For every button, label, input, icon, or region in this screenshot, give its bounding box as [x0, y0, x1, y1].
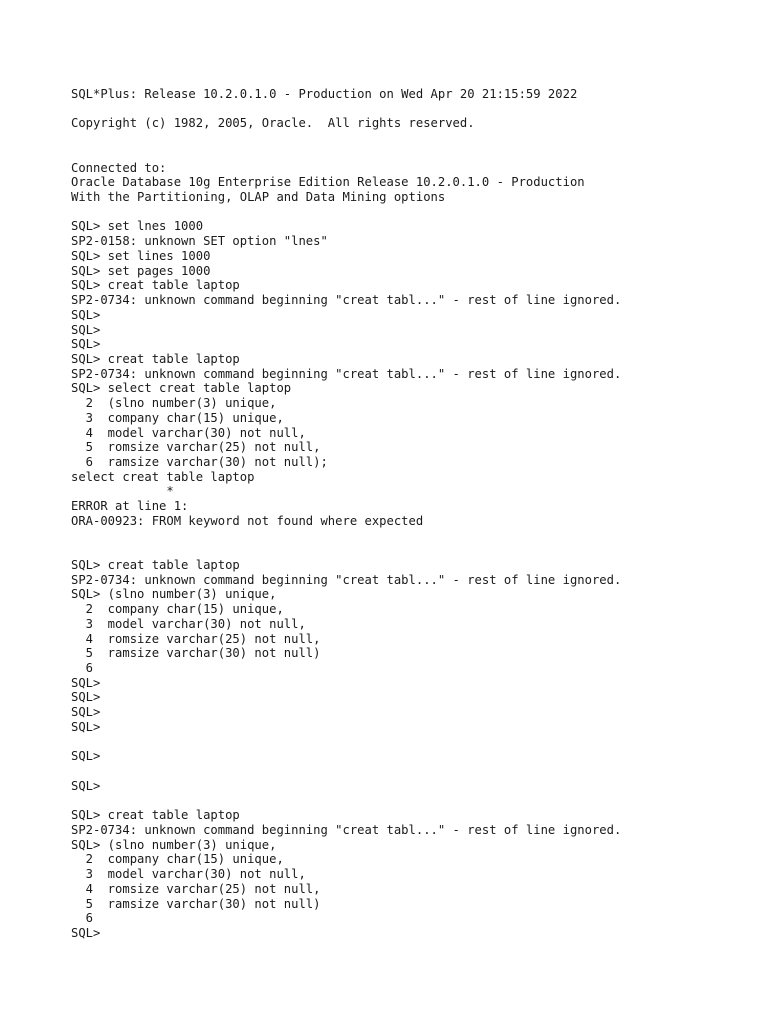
- console-line: ORA-00923: FROM keyword not found where expected: [71, 513, 424, 528]
- console-line: Oracle Database 10g Enterprise Edition Release 10.2.0.1.0 - Production: [71, 175, 585, 190]
- console-line: SQL> (slno number(3) unique,: [71, 837, 277, 852]
- console-line: SP2-0734: unknown command beginning "creat tabl..." - rest of line ignored.: [71, 366, 622, 381]
- console-line: [71, 794, 751, 809]
- console-line: SQL>: [71, 749, 101, 764]
- console-line: [71, 205, 751, 220]
- console-line: 5 ramsize varchar(30) not null): [71, 896, 321, 911]
- console-line: SQL> creat table laptop: [71, 808, 240, 823]
- console-line: SP2-0734: unknown command beginning "creat tabl..." - rest of line ignored.: [71, 572, 622, 587]
- console-line: SP2-0734: unknown command beginning "creat tabl..." - rest of line ignored.: [71, 293, 622, 308]
- console-line: SQL>: [71, 705, 101, 720]
- console-line: 6: [71, 911, 94, 926]
- console-line: SQL> set pages 1000: [71, 263, 211, 278]
- console-line: [71, 131, 751, 146]
- console-line: 6: [71, 661, 94, 676]
- console-line: SQL>: [71, 925, 101, 940]
- console-line: Copyright (c) 1982, 2005, Oracle. All rights reserved.: [71, 116, 475, 131]
- console-line: [71, 529, 751, 544]
- console-line: SQL> creat table laptop: [71, 351, 240, 366]
- console-line: With the Partitioning, OLAP and Data Mining options: [71, 190, 446, 205]
- console-line: 3 company char(15) unique,: [71, 410, 284, 425]
- console-line: 4 model varchar(30) not null,: [71, 425, 306, 440]
- console-line: SQL> set lines 1000: [71, 248, 211, 263]
- console-line: 2 (slno number(3) unique,: [71, 396, 277, 411]
- console-line: SQL>: [71, 778, 101, 793]
- console-line: Connected to:: [71, 160, 167, 175]
- console-line: SQL> select creat table laptop: [71, 381, 292, 396]
- console-line: SQL> set lnes 1000: [71, 219, 204, 234]
- console-line: SQL>: [71, 690, 101, 705]
- console-line: ERROR at line 1:: [71, 499, 189, 514]
- console-line: SQL> creat table laptop: [71, 558, 240, 572]
- console-line: 5 romsize varchar(25) not null,: [71, 440, 321, 455]
- console-line: SQL> creat table laptop: [71, 278, 240, 293]
- console-line: [71, 102, 751, 117]
- console-line: SQL>: [71, 337, 101, 352]
- sqlplus-console-output: [71, 87, 751, 941]
- console-line: 4 romsize varchar(25) not null,: [71, 631, 321, 646]
- console-line: [71, 146, 751, 161]
- console-line: [71, 735, 751, 750]
- console-line: SQL> (slno number(3) unique,: [71, 587, 277, 602]
- console-line: [71, 543, 751, 558]
- console-line: SQL>: [71, 322, 101, 337]
- console-line: 6 ramsize varchar(30) not null);: [71, 454, 328, 469]
- console-line: 2 company char(15) unique,: [71, 852, 284, 867]
- console-line: 5 ramsize varchar(30) not null): [71, 646, 321, 661]
- console-line: SP2-0158: unknown SET option "lnes": [71, 234, 328, 249]
- console-line: 3 model varchar(30) not null,: [71, 616, 306, 631]
- console-line: 3 model varchar(30) not null,: [71, 867, 306, 882]
- console-line: 4 romsize varchar(25) not null,: [71, 881, 321, 896]
- console-line: SQL>: [71, 675, 101, 690]
- console-line: *: [71, 484, 174, 499]
- console-line: SQL*Plus: Release 10.2.0.1.0 - Production on Wed Apr 20 21:15:59 2022: [71, 87, 578, 101]
- console-line: SQL>: [71, 719, 101, 734]
- console-line: SP2-0734: unknown command beginning "creat tabl..." - rest of line ignored.: [71, 822, 622, 837]
- console-line: 2 company char(15) unique,: [71, 602, 284, 617]
- console-line: select creat table laptop: [71, 469, 255, 484]
- console-line: [71, 764, 751, 779]
- console-line: SQL>: [71, 307, 101, 322]
